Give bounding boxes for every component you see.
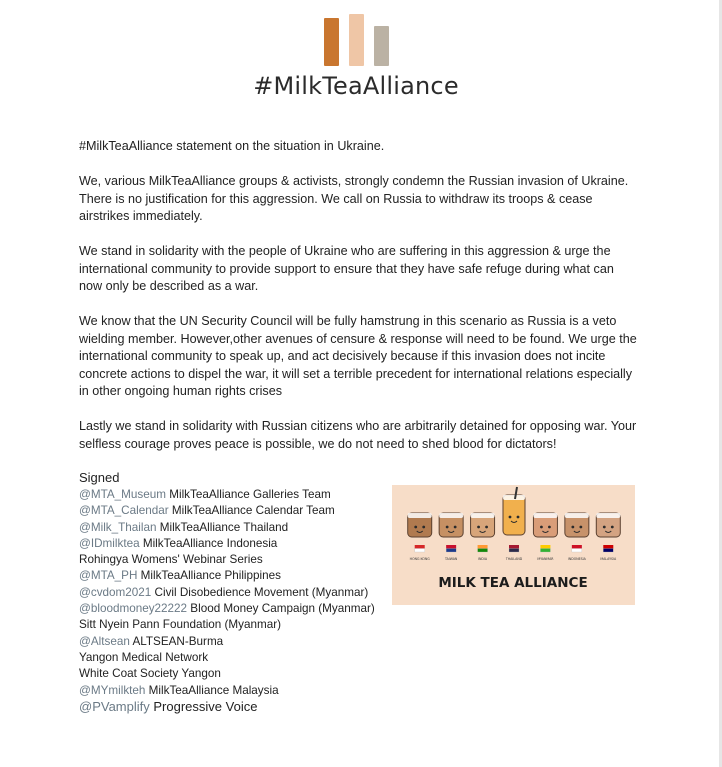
signatory-row xyxy=(79,634,375,650)
cup-eye xyxy=(548,526,551,529)
signatory-handle[interactable]: @PVamplify xyxy=(79,698,150,714)
statement-paragraph: We, various MilkTeaAlliance groups & activists, strongly condemn the Russian invasion of Ukraine. There is no justification for this aggression. We call on Russia to withdraw its troops & cease airstrikes immediately. xyxy=(79,174,629,223)
signatory-name: Civil Disobedience Movement (Myanmar) xyxy=(154,585,369,599)
statement-paragraph: We stand in solidarity with the people of Ukraine who are suffering in this aggression & urge the international community to provide support to ensure that they have safe refuge during what can now only be described as a war. xyxy=(79,244,614,293)
signatory-name: Progressive Voice xyxy=(153,698,258,714)
country-flag xyxy=(572,549,582,553)
country-flag xyxy=(446,549,456,553)
signatory-name: ALTSEAN-Burma xyxy=(132,634,224,648)
signatory-handle[interactable]: @MTA_Calendar xyxy=(79,504,169,518)
statement-paragraph: We know that the UN Security Council will be fully hamstrung in this scenario as Russia is a veto wielding member. However,other avenues of censure & response will need to be found. We urge the international community to speak up, and act decisively because if this invasion does not incite concrete actions to dispel the war, it will set a terrible precedent for international relations especially in other ongoing human rights crises xyxy=(79,314,637,398)
statement-text xyxy=(79,138,639,471)
signatory-handle[interactable]: @Altsean xyxy=(79,634,130,648)
milk-tea-alliance-logo xyxy=(250,14,462,104)
signatory-name: Yangon Medical Network xyxy=(79,650,209,664)
cup-lid xyxy=(471,513,495,518)
cup-eye xyxy=(454,526,457,529)
signatory-name: Blood Money Campaign (Myanmar) xyxy=(190,602,375,616)
country-flag xyxy=(509,545,519,549)
cup-eye xyxy=(485,526,488,529)
signatory-row xyxy=(79,666,375,682)
country-flag xyxy=(509,549,519,553)
country-labels-group xyxy=(410,557,617,561)
statement-paragraph: Lastly we stand in solidarity with Russian citizens who are arbitrarily detained for opposing war. Your selfless courage proves peace is possible, we do not need to shed blood for dictators! xyxy=(79,419,637,451)
cup-eye xyxy=(517,516,520,519)
signatory-name: Sitt Nyein Pann Foundation (Myanmar) xyxy=(79,618,282,632)
signatory-row xyxy=(79,601,375,617)
country-flag xyxy=(603,545,613,549)
country-label: THAILAND xyxy=(505,557,523,561)
signatory-row xyxy=(79,568,375,584)
cup-eye xyxy=(579,526,582,529)
cup-eye xyxy=(571,526,574,529)
cup-eye xyxy=(414,526,417,529)
tea-cups-group xyxy=(408,487,621,537)
signatory-row xyxy=(79,552,375,568)
cup-eye xyxy=(603,526,606,529)
signatory-name: White Coat Society Yangon xyxy=(79,667,221,681)
signatory-handle[interactable]: @MTA_PH xyxy=(79,569,138,583)
cup-lid xyxy=(408,513,432,518)
signatory-handle[interactable]: @IDmilktea xyxy=(79,536,140,550)
signatory-name: Rohingya Womens' Webinar Series xyxy=(79,553,263,567)
signatory-row xyxy=(79,520,375,536)
cup-eye xyxy=(540,526,543,529)
signatory-name: MilkTeaAlliance Philippines xyxy=(140,569,281,583)
logo-tea-bars xyxy=(322,14,392,66)
cup-eye xyxy=(509,516,512,519)
signatory-row xyxy=(79,503,375,519)
cup-lid xyxy=(533,513,557,518)
cup-eye xyxy=(446,526,449,529)
country-flag xyxy=(540,549,550,553)
country-flag xyxy=(478,549,488,553)
cup-eye xyxy=(477,526,480,529)
logo-title: #MilkTeaAlliance xyxy=(253,72,459,100)
signatory-name: MilkTeaAlliance Indonesia xyxy=(142,536,278,550)
cup-lid xyxy=(439,513,463,518)
logo-bar-milk-tea xyxy=(349,14,364,66)
signatory-row xyxy=(79,617,375,633)
country-flag xyxy=(572,545,582,549)
cup-eye xyxy=(611,526,614,529)
country-label: INDONESIA xyxy=(567,557,586,561)
cup-lid xyxy=(503,495,525,500)
country-flag xyxy=(415,549,425,553)
signatory-row xyxy=(79,536,375,552)
statement-heading: #MilkTeaAlliance statement on the situation in Ukraine. xyxy=(79,139,385,153)
signatory-name: MilkTeaAlliance Thailand xyxy=(159,520,289,534)
country-flag xyxy=(446,545,456,549)
signed-heading: Signed xyxy=(79,470,120,485)
country-label: INDIA xyxy=(478,557,488,561)
signatory-handle[interactable]: @MTA_Museum xyxy=(79,488,166,501)
signatory-row xyxy=(79,487,375,503)
country-flag xyxy=(478,545,488,549)
signatory-row xyxy=(79,699,375,715)
tea-cup xyxy=(503,495,525,535)
cup-lid xyxy=(565,513,589,518)
signatory-handle[interactable]: @Milk_Thailan xyxy=(79,520,157,534)
country-flag xyxy=(415,545,425,549)
signatory-row xyxy=(79,650,375,666)
signatory-name: MilkTeaAlliance Malaysia xyxy=(148,683,279,697)
signatory-row xyxy=(79,585,375,601)
illustration-caption: MILK TEA ALLIANCE xyxy=(438,575,588,591)
signatory-list xyxy=(79,487,375,715)
signatory-handle[interactable]: @MYmilkteh xyxy=(79,683,146,697)
logo-bar-grey-tea xyxy=(374,26,389,66)
country-flags-group xyxy=(415,545,614,552)
country-flag xyxy=(540,545,550,549)
cup-lid xyxy=(596,513,620,518)
milk-tea-alliance-illustration xyxy=(392,485,635,605)
country-label: HONG KONG xyxy=(409,557,430,561)
signatory-name: MilkTeaAlliance Calendar Team xyxy=(171,504,335,518)
country-label: MYANMAR xyxy=(537,557,554,561)
country-label: MALAYSIA xyxy=(600,557,617,561)
signatory-handle[interactable]: @bloodmoney22222 xyxy=(79,602,188,616)
country-label: TAIWAN xyxy=(444,557,458,561)
logo-bar-dark-tea xyxy=(324,18,339,66)
country-flag xyxy=(603,549,613,553)
signatory-handle[interactable]: @cvdom2021 xyxy=(79,585,152,599)
milk-tea-cups-image xyxy=(392,485,635,605)
signatory-name: MilkTeaAlliance Galleries Team xyxy=(169,488,331,501)
signatory-row xyxy=(79,683,375,699)
cup-eye xyxy=(422,526,425,529)
